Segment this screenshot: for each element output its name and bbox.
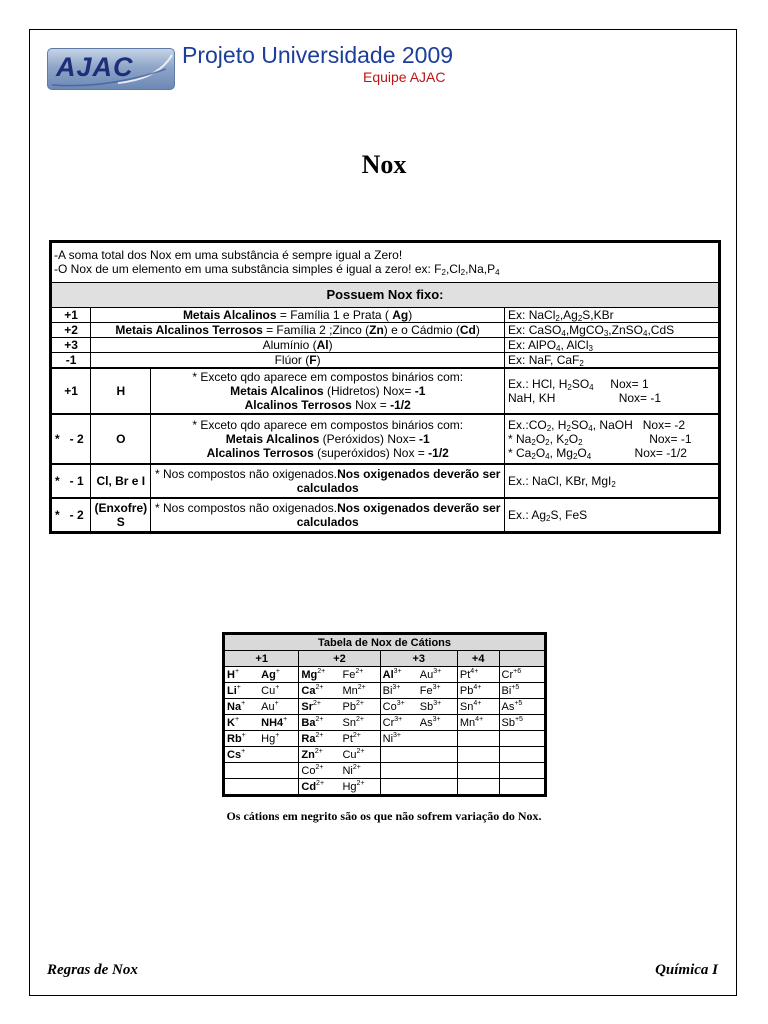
rule-example: Ex: $NaCl_2,Ag_2S,KBr$ (505, 308, 720, 323)
header-title: Projeto Universidade 2009 (182, 42, 454, 68)
fixed-header: Possuem Nox fixo: (51, 283, 720, 308)
cation-cell (224, 779, 260, 796)
cation-cell: $Pt^{4+}$ (457, 667, 499, 683)
cation-cell: $Mn^{4+}$ (457, 715, 499, 731)
cation-cell: $Pb^{2+}$ (340, 699, 380, 715)
cation-cell: K+ (224, 715, 260, 731)
rule-description: * Exceto qdo aparece em compostos binários com: Metais Alcalinos (Peróxidos) Nox= -1 Alcalinos Terrosos (superóxidos) Nox = -1/2 (151, 414, 505, 464)
cation-cell (380, 747, 418, 763)
rule-example: Ex: CaSO$_4$,MgCO$_3$,ZnSO$_4$,CdS (505, 323, 720, 338)
cations-title-row (224, 634, 546, 651)
cation-cell: $Ni^{3+}$ (380, 731, 418, 747)
cation-cell: $Bi^{3+}$ (380, 683, 418, 699)
cation-row (224, 747, 546, 763)
cation-cell (457, 747, 499, 763)
cation-row (224, 683, 546, 699)
cations-body (224, 667, 546, 796)
nox-value: * - 1 (51, 464, 91, 498)
rule-row (51, 338, 720, 353)
cation-cell: $Ca^{2+}$ (299, 683, 341, 699)
rule-description: * Nos compostos não oxigenados.Nos oxigenados deverão ser calculados (151, 464, 505, 498)
cation-cell (224, 763, 260, 779)
cation-cell: $Co^{3+}$ (380, 699, 418, 715)
page-title: Nox (361, 150, 407, 179)
col-header: +3 (380, 651, 457, 667)
cation-cell (418, 747, 458, 763)
cation-row (224, 667, 546, 683)
cation-cell: $Sn^{2+}$ (340, 715, 380, 731)
rule-example: Ex.: $Ag_2S$, FeS (505, 498, 720, 533)
cation-cell: Hg+ (259, 731, 299, 747)
cation-cell (418, 779, 458, 796)
cation-cell: Cu+ (259, 683, 299, 699)
cation-cell: $Co^{2+}$ (299, 763, 341, 779)
cation-row (224, 731, 546, 747)
cation-cell: $Sb^{+5}$ (499, 715, 546, 731)
nox-value: +2 (51, 323, 91, 338)
rule-row (51, 414, 720, 464)
rule-description: Metais Alcalinos = Família 1 e Prata ( Ag) (91, 308, 505, 323)
rule-row (51, 353, 720, 369)
cation-cell (380, 779, 418, 796)
nox-value: -1 (51, 353, 91, 369)
cation-cell: $Sb^{3+}$ (418, 699, 458, 715)
cation-cell: $Cr^{3+}$ (380, 715, 418, 731)
ajac-logo (47, 48, 175, 90)
intro-line-2: -O Nox de um elemento em uma substância simples é igual a zero! ex: $F_2,Cl_2,Na,P_4$ (54, 262, 500, 277)
cation-cell: Ag+ (259, 667, 299, 683)
rule-description: Alumínio (Al) (91, 338, 505, 353)
rule-example: Ex: AlPO$_4$, AlCl$_3$ (505, 338, 720, 353)
cation-cell: $Pb^{4+}$ (457, 683, 499, 699)
col-header: +4 (457, 651, 499, 667)
intro-text (51, 242, 720, 283)
cation-cell: Au+ (259, 699, 299, 715)
rule-example: Ex.: NaCl, KBr, MgI$_2$ (505, 464, 720, 498)
col-header: +2 (299, 651, 380, 667)
cation-cell: $Fe^{3+}$ (418, 683, 458, 699)
cation-row (224, 715, 546, 731)
footer-right: Química I (655, 962, 718, 978)
col-header: +1 (224, 651, 299, 667)
intro-row (51, 242, 720, 283)
cation-cell (499, 763, 546, 779)
nox-value: * - 2 (51, 498, 91, 533)
cation-cell (259, 763, 299, 779)
element-cell: Cl, Br e I (91, 464, 151, 498)
cation-cell (499, 747, 546, 763)
cation-cell (457, 779, 499, 796)
cation-cell: $As^{3+}$ (418, 715, 458, 731)
rule-example: Ex.: HCl, $H_2SO_4$ Nox= 1 NaH, KH Nox= -1 (505, 368, 720, 414)
rule-row (51, 308, 720, 323)
cation-cell: NH4+ (259, 715, 299, 731)
fixed-header-row (51, 283, 720, 308)
cation-cell (499, 731, 546, 747)
intro-line-1: -A soma total dos Nox em uma substância é sempre igual a Zero! (54, 248, 403, 262)
rule-description: * Nos compostos não oxigenados.Nos oxigenados deverão ser calculados (151, 498, 505, 533)
cation-cell: $Ba^{2+}$ (299, 715, 341, 731)
cation-cell: $Mn^{2+}$ (340, 683, 380, 699)
cation-cell (259, 779, 299, 796)
cation-cell: $Ni^{2+}$ (340, 763, 380, 779)
cation-cell: $Cr^{+6}$ (499, 667, 546, 683)
cation-cell (418, 731, 458, 747)
cation-cell: H+ (224, 667, 260, 683)
cation-cell: $Bi^{+5}$ (499, 683, 546, 699)
cation-cell: $Cu^{2+}$ (340, 747, 380, 763)
cation-cell (259, 747, 299, 763)
rule-description: Flúor (F) (91, 353, 505, 369)
cation-cell (457, 731, 499, 747)
rule-description: * Exceto qdo aparece em compostos binários com: Metais Alcalinos (Hidretos) Nox= -1 Alcalinos Terrosos Nox = -1/2 (151, 368, 505, 414)
nox-value: * - 2 (51, 414, 91, 464)
element-cell: (Enxofre) S (91, 498, 151, 533)
cation-cell: $Pt^{2+}$ (340, 731, 380, 747)
rule-description: Metais Alcalinos Terrosos = Família 2 ;Zinco (Zn) e o Cádmio (Cd) (91, 323, 505, 338)
cation-cell: Na+ (224, 699, 260, 715)
rule-row (51, 464, 720, 498)
cations-title: Tabela de Nox de Cátions (224, 634, 546, 651)
nox-value: +1 (51, 368, 91, 414)
cation-cell (380, 763, 418, 779)
cation-cell: Cs+ (224, 747, 260, 763)
rule-row (51, 368, 720, 414)
cation-cell: $Fe^{2+}$ (340, 667, 380, 683)
cation-cell: $Cd^{2+}$ (299, 779, 341, 796)
cation-cell: $Mg^{2+}$ (299, 667, 341, 683)
rule-example: $Ex.:CO_2$, $H_2SO_4$, NaOH Nox= -2 * $Na_2O_2$, $K_2O_2$ Nox= -1 * $Ca_2O_4$, $Mg_2O_4$ Nox= -1/2 (505, 414, 720, 464)
logo-text: AJAC (56, 52, 134, 82)
col-header-empty (499, 651, 546, 667)
footer-left: Regras de Nox (47, 962, 138, 978)
cation-cell: $Au^{3+}$ (418, 667, 458, 683)
nox-value: +3 (51, 338, 91, 353)
element-cell: H (91, 368, 151, 414)
cation-cell: $Al^{3+}$ (380, 667, 418, 683)
cation-cell: $Sn^{4+}$ (457, 699, 499, 715)
cation-cell (418, 763, 458, 779)
cation-cell (499, 779, 546, 796)
cations-table (222, 632, 547, 797)
cation-cell: Rb+ (224, 731, 260, 747)
cation-row (224, 699, 546, 715)
cation-row (224, 763, 546, 779)
cation-cell (457, 763, 499, 779)
nox-rules-table (49, 240, 721, 534)
rule-row (51, 323, 720, 338)
cation-cell: Li+ (224, 683, 260, 699)
cations-header-row (224, 651, 546, 667)
nox-value: +1 (51, 308, 91, 323)
element-cell: O (91, 414, 151, 464)
cations-caption: Os cátions em negrito são os que não sofrem variação do Nox. (226, 809, 542, 823)
rule-row (51, 498, 720, 533)
header-subtitle: Equipe AJAC (363, 69, 446, 85)
rule-example: Ex: NaF, CaF$_2$ (505, 353, 720, 369)
cation-cell: $Ra^{2+}$ (299, 731, 341, 747)
cation-cell: $As^{+5}$ (499, 699, 546, 715)
cation-row (224, 779, 546, 796)
cation-cell: $Zn^{2+}$ (299, 747, 341, 763)
cation-cell: $Hg^{2+}$ (340, 779, 380, 796)
cation-cell: $Sr^{2+}$ (299, 699, 341, 715)
